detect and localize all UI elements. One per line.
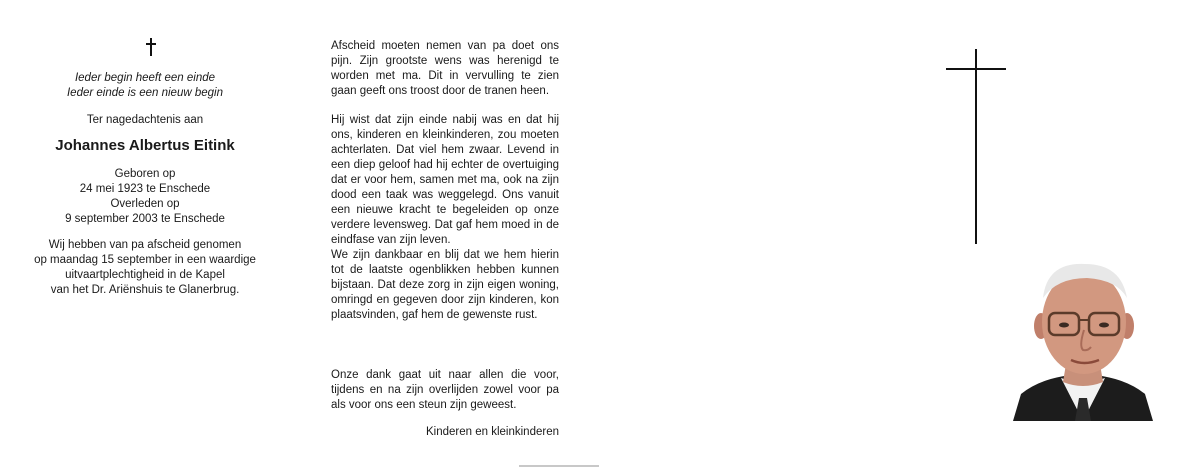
died-text: 9 september 2003 te Enschede	[65, 213, 225, 225]
motto-line-1: Ieder begin heeft een einde	[74, 72, 216, 84]
portrait-photo	[1013, 258, 1153, 421]
farewell-line: van het Dr. Ariënshuis te Glanerbrug.	[50, 284, 240, 296]
deceased-name: Johannes Albertus Eitink	[55, 137, 235, 154]
cross-icon	[946, 49, 1006, 244]
born-label: Geboren op	[114, 168, 176, 180]
farewell-line: uitvaartplechtigheid in de Kapel	[65, 269, 225, 281]
farewell-line: Wij hebben van pa afscheid genomen	[48, 239, 242, 251]
motto-line-2: Ieder einde is een nieuw begin	[66, 87, 223, 99]
memorial-paragraph: Afscheid moeten nemen van pa doet ons pijn. Zijn grootste wens was herenigd te worden met ma. Dit in vervulling te zien gaan geeft ons troost door de tranen heen.	[331, 40, 559, 97]
memorial-paragraph: Hij wist dat zijn einde nabij was en dat hij ons, kinderen en kleinkinderen, zou moeten achterlaten. Dat viel hem zwaar. Levend in een diep geloof had hij echter de overtuiging dat er voor hem, samen met ma, ook na zijn dood een taak was weggelegd. Ons vanuit een nieuwe kracht te begeleiden op onze verdere levensweg. Dat gaf hem moed in de eindfase van zijn leven.	[331, 114, 559, 246]
middle-panel	[331, 0, 559, 468]
left-panel	[0, 0, 290, 468]
thanks-paragraph: Onze dank gaat uit naar allen die voor, tijdens en na zijn overlijden zowel voor pa als voor ons een steun zijn geweest.	[331, 369, 559, 411]
portrait-illustration	[1013, 258, 1153, 421]
born-text: 24 mei 1923 te Enschede	[79, 183, 211, 195]
died-label: Overleden op	[110, 198, 180, 210]
farewell-line: op maandag 15 september in een waardige	[34, 254, 256, 266]
cross-icon	[146, 38, 156, 56]
in-memory-text: Ter nagedachtenis aan	[86, 114, 204, 126]
fold-mark	[519, 465, 599, 467]
memorial-paragraph: We zijn dankbaar en blij dat we hem hierin tot de laatste ogenblikken hebben kunnen bijstaan. Dat deze zorg in zijn eigen woning, omringd en gegeven door zijn kinderen, kon plaatsvinden, gaf hem de gewenste rust.	[331, 249, 559, 321]
signoff: Kinderen en kleinkinderen	[426, 426, 559, 438]
right-panel	[900, 0, 1200, 468]
